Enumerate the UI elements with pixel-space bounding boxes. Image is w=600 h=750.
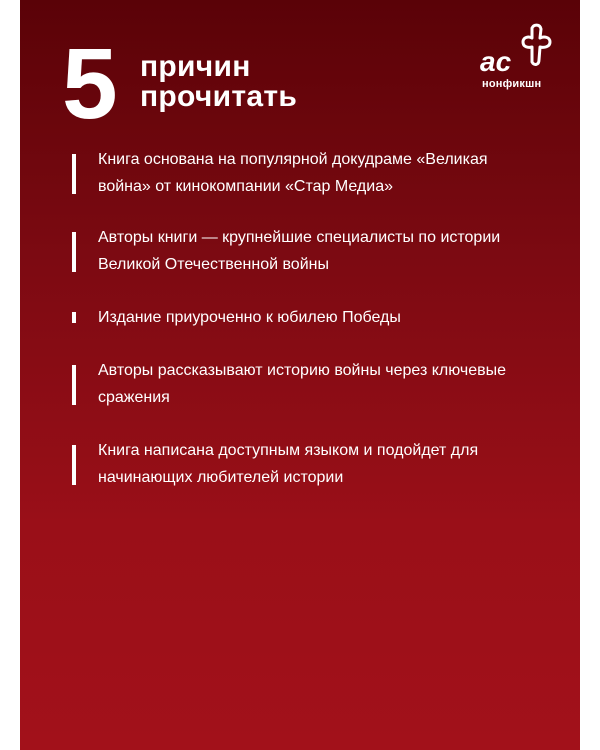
logo-subtitle: нонфикшн xyxy=(482,78,542,90)
logo-wordmark: ас xyxy=(480,46,512,77)
headline-line-1: причин xyxy=(140,50,251,83)
bullet-bar-icon xyxy=(72,312,76,323)
list-item xyxy=(72,146,542,200)
bullet-bar-icon xyxy=(72,154,76,194)
reason-text: Авторы рассказывают историю войны через ключевые сражения xyxy=(98,362,507,406)
headline xyxy=(140,52,297,112)
reason-text: Издание приуроченно к юбилею Победы xyxy=(98,309,401,326)
reason-text: Авторы книги — крупнейшие специалисты по истории Великой Отечественной войны xyxy=(98,229,501,273)
reason-text: Книга основана на популярной докудраме «Великая война» от кинокомпании «Стар Медиа» xyxy=(98,151,488,195)
reasons-list xyxy=(72,146,542,491)
list-item xyxy=(72,357,542,411)
reason-text: Книга написана доступным языком и подойдет для начинающих любителей истории xyxy=(98,442,479,486)
reasons-count: 5 xyxy=(62,28,118,140)
bullet-bar-icon xyxy=(72,365,76,405)
bullet-bar-icon xyxy=(72,445,76,485)
list-item xyxy=(72,437,542,491)
list-item xyxy=(72,304,542,331)
list-item xyxy=(72,224,542,278)
promo-card xyxy=(20,0,580,750)
headline-line-2: прочитать xyxy=(140,80,298,113)
bullet-bar-icon xyxy=(72,232,76,272)
